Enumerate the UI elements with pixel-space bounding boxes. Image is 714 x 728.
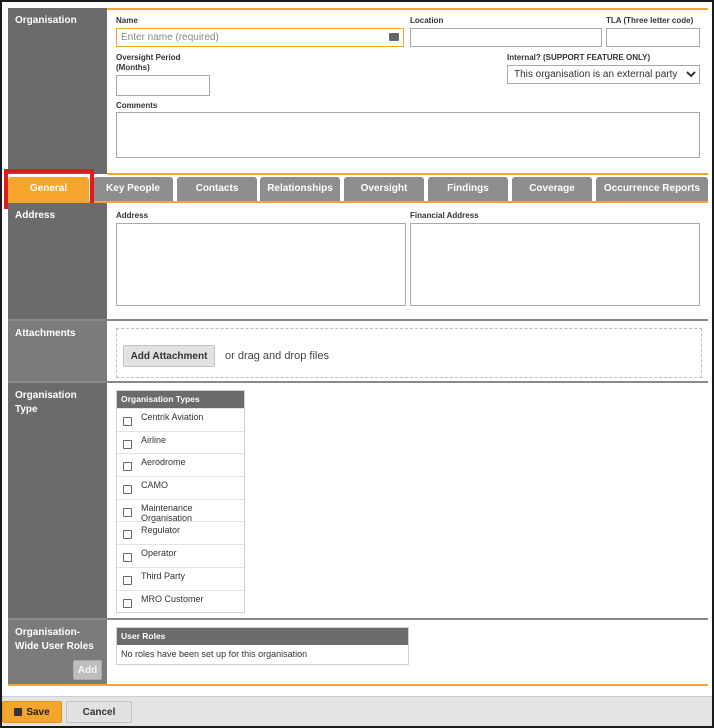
organisation-type-content [107, 383, 708, 618]
tab-occurrence-reports[interactable]: Occurrence Reports [596, 177, 708, 201]
comments-label: Comments [116, 101, 158, 110]
type-row-third-party[interactable] [117, 567, 244, 590]
tab-coverage[interactable]: Coverage [512, 177, 592, 201]
organisation-type-section-label [8, 383, 107, 618]
type-row-operator[interactable] [117, 544, 244, 567]
attachments-content [107, 321, 708, 381]
organisation-section-label: Organisation [8, 8, 107, 174]
organisation-type-label-line2: Type [15, 404, 38, 415]
user-roles-header: User Roles [117, 628, 408, 645]
user-roles-label-line1: Organisation- [15, 627, 81, 638]
location-input[interactable] [410, 28, 602, 47]
name-label: Name [116, 16, 138, 25]
checkbox[interactable] [123, 530, 132, 539]
address-label: Address [116, 211, 149, 220]
type-row-airline[interactable] [117, 431, 244, 454]
type-label: Airline [141, 434, 167, 445]
checkbox[interactable] [123, 485, 132, 494]
address-section-label: Address [8, 203, 107, 319]
type-label: Maintenance Organisation [141, 502, 193, 523]
type-label: Centrik Aviation [141, 412, 204, 422]
oversight-period-label [116, 53, 180, 73]
internal-label: Internal? (SUPPORT FEATURE ONLY) [507, 53, 651, 62]
tab-contacts[interactable]: Contacts [177, 177, 257, 201]
drag-drop-text: or drag and drop files [225, 350, 329, 362]
tab-key-people[interactable]: Key People [93, 177, 173, 201]
user-roles-table [116, 627, 409, 665]
organisation-types-header: Organisation Types [117, 391, 244, 408]
internal-select[interactable] [507, 65, 700, 84]
type-row-centrik-aviation[interactable] [117, 408, 244, 431]
user-roles-section-label [8, 620, 107, 684]
tab-bar [8, 177, 708, 201]
user-roles-section [8, 620, 708, 684]
checkbox[interactable] [123, 417, 132, 426]
type-row-camo[interactable] [117, 476, 244, 499]
tla-input[interactable] [606, 28, 700, 47]
checkbox[interactable] [123, 599, 132, 608]
comments-textarea[interactable] [116, 112, 700, 158]
type-label: Third Party [141, 570, 186, 581]
attachments-section-label: Attachments [8, 321, 107, 381]
checkbox[interactable] [123, 553, 132, 562]
save-button[interactable] [2, 701, 62, 723]
user-roles-content [107, 620, 708, 684]
checkbox[interactable] [123, 440, 132, 449]
type-label: CAMO [141, 480, 168, 491]
tla-label: TLA (Three letter code) [606, 16, 694, 25]
cancel-button[interactable]: Cancel [66, 701, 132, 723]
oversight-period-label-line2: (Months) [116, 63, 150, 72]
organisation-fields [107, 8, 708, 174]
organisation-types-table [116, 390, 245, 613]
tab-findings[interactable]: Findings [428, 177, 508, 201]
add-attachment-button[interactable]: Add Attachment [123, 345, 215, 367]
location-label: Location [410, 16, 444, 25]
bottom-accent-bar [8, 684, 708, 686]
type-label: MRO Customer [141, 593, 204, 604]
tab-relationships[interactable]: Relationships [260, 177, 340, 201]
type-row-mro-customer[interactable] [117, 590, 244, 613]
checkbox[interactable] [123, 508, 132, 517]
attachments-section [8, 321, 708, 381]
oversight-period-input[interactable] [116, 75, 210, 96]
financial-address-textarea[interactable] [410, 223, 700, 306]
organisation-section [8, 8, 708, 174]
address-section [8, 203, 708, 319]
address-textarea[interactable] [116, 223, 406, 306]
organisation-type-label-line1: Organisation [15, 390, 77, 401]
type-row-aerodrome[interactable] [117, 453, 244, 476]
contact-card-icon [389, 33, 399, 41]
tabs-accent-bar [107, 173, 708, 175]
name-input[interactable] [116, 28, 404, 47]
add-role-button[interactable]: Add [73, 660, 102, 680]
tab-general[interactable]: General [8, 177, 89, 201]
tab-oversight[interactable]: Oversight [344, 177, 424, 201]
type-row-maintenance-organisation[interactable] [117, 499, 244, 522]
address-fields [107, 203, 708, 319]
user-roles-label-line2: Wide User Roles [15, 641, 94, 652]
organisation-type-section [8, 383, 708, 618]
save-label: Save [26, 706, 50, 718]
checkbox[interactable] [123, 462, 132, 471]
oversight-period-label-line1: Oversight Period [116, 53, 181, 62]
save-icon [14, 708, 22, 716]
checkbox[interactable] [123, 576, 132, 585]
user-roles-empty-text: No roles have been set up for this organisation [121, 649, 308, 659]
financial-address-label: Financial Address [410, 211, 479, 220]
type-label: Aerodrome [141, 457, 186, 468]
type-label: Regulator [141, 525, 181, 536]
type-row-regulator[interactable] [117, 521, 244, 544]
footer-bar [2, 696, 712, 726]
type-label: Operator [141, 548, 177, 559]
